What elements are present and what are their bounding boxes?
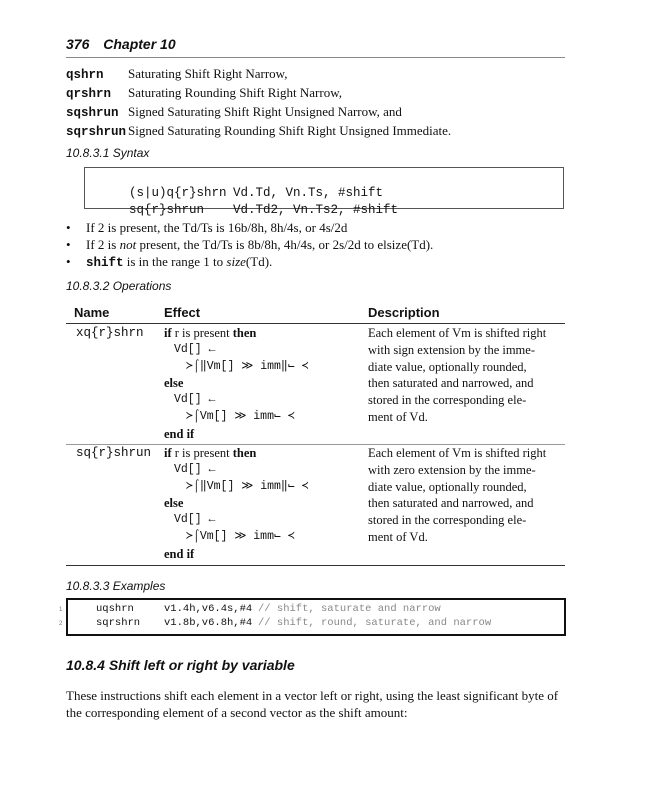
expression: ≻⌠Vm[] ≫ imm⌙ ≺ [186,409,295,423]
note-text: present, the Td/Ts is 8b/8h, 4h/4s, or 2s/2d to elsize(Td). [136,237,434,252]
instruction-term: qshrn [66,68,104,82]
note-text: . [269,254,273,269]
note-item [66,253,433,272]
kw-if: if [164,326,172,340]
example-comment: // shift, round, saturate, and narrow [258,617,492,629]
expression: ≻⌠‖Vm[] ≫ imm‖⌙ ≺ [186,359,309,373]
desc-line: Each element of Vm is shifted right [368,326,547,340]
col-header-name: Name [74,305,110,320]
note-item [66,236,433,253]
instruction-desc: Signed Saturating Shift Right Unsigned Narrow, and [128,104,402,119]
line-number: 1 [59,607,63,613]
expression: ≻⌠Vm[] ≫ imm⌙ ≺ [186,529,295,543]
desc-line: diate value, optionally rounded, [368,479,527,494]
op-effect [164,445,364,563]
instruction-list [66,65,451,141]
desc-line: then saturated and narrowed, and [368,496,534,511]
syntax-mnemonic: sq{r}shrun [129,203,205,217]
syntax-mnemonic: (s|u)q{r}shrn [129,186,227,200]
kw-if: if [164,446,172,460]
instruction-term: sqshrun [66,106,119,120]
assign: Vd[] ← [174,393,216,407]
notes-list [66,219,433,272]
example-comment: // shift, saturate and narrow [258,603,441,615]
kw-then: then [232,446,257,460]
op-effect [164,325,364,443]
op-name: sq{r}shrun [76,446,152,460]
desc-line: diate value, optionally rounded, [368,359,527,374]
syntax-operands: Vd.Td, Vn.Ts, #shift [233,186,384,200]
example-operands: v1.8b,v6.8h,#4 [164,617,253,629]
kw-then: then [232,326,257,340]
instruction-item [66,84,451,103]
assign: Vd[] ← [174,513,216,527]
section-title: 10.8.4 Shift left or right by variable [66,657,295,673]
note-emphasis: size [226,254,246,269]
desc-line: Each element of Vm is shifted right [368,446,547,460]
op-description [368,445,546,546]
kw-else: else [164,376,184,391]
section-paragraph: These instructions shift each element in a vector left or right, using the least significant byte of the corresponding element of a second vector as the shift amount: [66,688,559,720]
condition: r is present [171,446,233,460]
line-number: 2 [59,621,63,627]
condition: r is present [171,326,233,340]
assign: Vd[] ← [174,462,216,476]
table-header-rule [66,323,565,324]
desc-line: stored in the corresponding ele- [368,393,527,408]
col-header-description: Description [368,305,440,320]
instruction-item [66,103,451,122]
kw-else: else [164,496,184,511]
note-item [66,219,433,236]
instruction-desc: Saturating Rounding Shift Right Narrow, [128,85,343,100]
col-header-effect: Effect [164,305,201,320]
operations-heading: 10.8.3.2 Operations [66,279,172,293]
page-header [66,36,566,52]
note-code: shift [86,256,124,270]
expression: ≻⌠‖Vm[] ≫ imm‖⌙ ≺ [186,479,309,493]
syntax-operands: Vd.Td2, Vn.Ts2, #shift [233,203,399,217]
desc-line: stored in the corresponding ele- [368,513,527,528]
instruction-term: qrshrn [66,87,112,101]
chapter-title: Chapter 10 [103,36,176,52]
desc-line: ment of Vd. [368,409,428,424]
examples-heading: 10.8.3.3 Examples [66,579,166,593]
note-text: is in the range 1 to [123,254,227,269]
example-operands: v1.4h,v6.4s,#4 [164,603,253,615]
note-text: (Td) [245,254,270,269]
note-text: If 2 is [86,237,120,252]
example-code-box [59,598,566,636]
instruction-term: sqrshrun [66,125,127,139]
example-instruction: uqshrn [96,603,134,615]
desc-line: then saturated and narrowed, and [368,376,534,391]
note-text: If 2 is present, the Td/Ts is 16b/8h, 8h/4s, or 4s/2d [86,220,348,235]
desc-line: with sign extension by the imme- [368,342,535,357]
page-number: 376 [66,36,90,52]
kw-endif: end if [164,426,195,441]
note-emphasis: not [119,237,137,252]
op-description [368,325,546,426]
header-rule [66,57,565,58]
table-bottom-rule [66,565,565,566]
assign: Vd[] ← [174,342,216,356]
syntax-box [84,167,564,217]
op-name: xq{r}shrn [76,326,144,340]
syntax-heading: 10.8.3.1 Syntax [66,146,150,160]
desc-line: ment of Vd. [368,529,428,544]
instruction-desc: Saturating Shift Right Narrow, [128,66,288,81]
kw-endif: end if [164,546,195,561]
instruction-item [66,122,451,141]
instruction-desc: Signed Saturating Rounding Shift Right Unsigned Immediate. [128,123,452,138]
desc-line: with zero extension by the imme- [368,462,536,477]
instruction-item [66,65,451,84]
example-instruction: sqrshrn [96,617,141,629]
